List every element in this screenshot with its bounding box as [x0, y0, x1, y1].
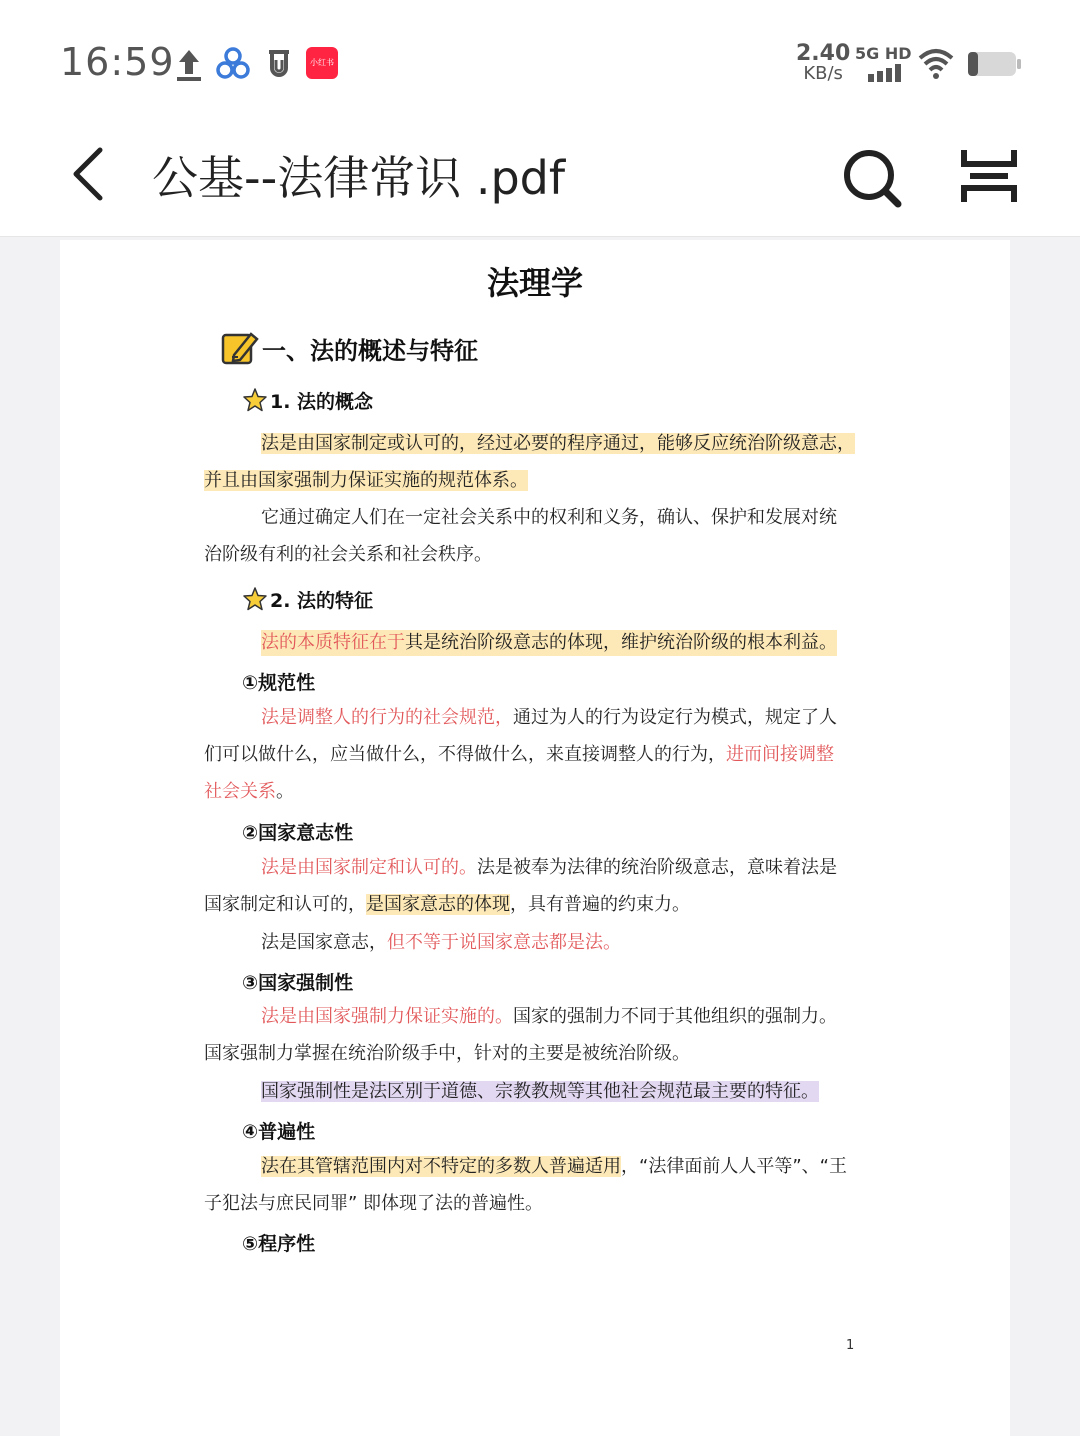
paragraph-line	[204, 779, 294, 805]
body-text: ，“法律面前人人平等”、“王	[621, 1156, 847, 1177]
subheading-2	[242, 584, 373, 614]
status-time: 16:59	[60, 40, 175, 84]
red-text: 法的本质特征在于	[261, 632, 405, 653]
subheading-1	[242, 385, 373, 415]
speed-value: 2.40	[796, 41, 851, 66]
paragraph-line	[261, 930, 621, 956]
body-text: 通过为人的行为设定行为模式，规定了人	[513, 707, 837, 728]
app-cluster-icon	[216, 44, 250, 84]
paragraph-line	[261, 1079, 819, 1105]
highlight-text: 法在其管辖范围内对不特定的多数人普遍适用	[261, 1156, 621, 1177]
paragraph-line	[204, 468, 528, 494]
item-heading: ③国家强制性	[242, 972, 354, 994]
document-title: 公基--法律常识 .pdf	[152, 151, 566, 205]
upload-icon	[174, 44, 204, 84]
paragraph-line	[261, 1154, 847, 1180]
paragraph-line	[204, 892, 690, 918]
signal-icon	[866, 62, 906, 82]
shield-icon	[264, 44, 294, 84]
red-text: 进而间接调整	[726, 744, 834, 765]
doc-title: 法理学	[486, 264, 583, 302]
battery-icon	[966, 44, 1022, 84]
purple-highlight-text: 国家强制性是法区别于道德、宗教教规等其他社会规范最主要的特征。	[261, 1081, 819, 1102]
red-text: 法是调整人的行为的社会规范，	[261, 707, 513, 728]
star-icon	[242, 586, 268, 612]
highlight-text: 是国家意志的体现	[366, 894, 510, 915]
paragraph-line: 治阶级有利的社会关系和社会秩序。	[204, 544, 492, 565]
back-button[interactable]	[62, 144, 122, 204]
paragraph-line	[261, 855, 837, 881]
body-text: 法是被奉为法律的统治阶级意志，意味着法是	[477, 857, 837, 878]
body-text: 们可以做什么，应当做什么，不得做什么，来直接调整人的行为，	[204, 744, 726, 765]
subheading-text: 1. 法的概念	[270, 390, 374, 413]
paragraph-line	[261, 431, 855, 457]
paragraph-line	[261, 1004, 837, 1030]
section-heading	[220, 328, 478, 368]
wifi-icon	[916, 44, 956, 84]
paragraph-line	[261, 630, 837, 656]
body-text: 。	[276, 781, 294, 802]
red-text: 社会关系	[204, 781, 276, 802]
highlight-text: 法是由国家制定或认可的，经过必要的程序通过，能够反应统治阶级意志，	[261, 433, 855, 454]
pdf-page[interactable]	[60, 240, 1010, 1436]
paragraph-line: 它通过确定人们在一定社会关系中的权利和义务，确认、保护和发展对统	[261, 507, 837, 528]
xiaohongshu-app-icon: 小红书	[306, 47, 338, 79]
item-heading: ④普遍性	[242, 1121, 316, 1143]
page-number: 1	[846, 1338, 855, 1353]
menu-icon[interactable]	[956, 146, 1022, 206]
body-text: 其是统治阶级意志的体现，维护统治阶级的根本利益。	[405, 632, 837, 653]
red-text: 但不等于说国家意志都是法。	[387, 932, 621, 953]
item-heading: ①规范性	[242, 672, 316, 694]
subheading-text: 2. 法的特征	[270, 589, 374, 612]
status-bar	[0, 0, 1080, 120]
body-text: 国家的强制力不同于其他组织的强制力。	[513, 1006, 837, 1027]
body-text: ，具有普遍的约束力。	[510, 894, 690, 915]
star-icon	[242, 387, 268, 413]
search-icon[interactable]	[838, 144, 904, 210]
item-heading: ②国家意志性	[242, 822, 354, 844]
red-text: 法是由国家制定和认可的。	[261, 857, 477, 878]
pencil-note-icon	[220, 328, 260, 368]
highlight-text: 并且由国家强制力保证实施的规范体系。	[204, 470, 528, 491]
paragraph-line	[261, 705, 837, 731]
body-text: 法是国家意志，	[261, 932, 387, 953]
paragraph-line: 国家强制力掌握在统治阶级手中，针对的主要是被统治阶级。	[204, 1043, 690, 1064]
network-speed	[796, 41, 851, 84]
paragraph-line	[204, 742, 834, 768]
network-type: 5G HD	[855, 44, 912, 63]
section-title: 一、法的概述与特征	[262, 336, 478, 365]
paragraph-line: 子犯法与庶民同罪” 即体现了法的普遍性。	[204, 1193, 544, 1214]
app-header	[0, 120, 1080, 237]
red-text: 法是由国家强制力保证实施的。	[261, 1006, 513, 1027]
speed-unit: KB/s	[803, 63, 843, 84]
item-heading: ⑤程序性	[242, 1233, 316, 1255]
body-text: 国家制定和认可的，	[204, 894, 366, 915]
